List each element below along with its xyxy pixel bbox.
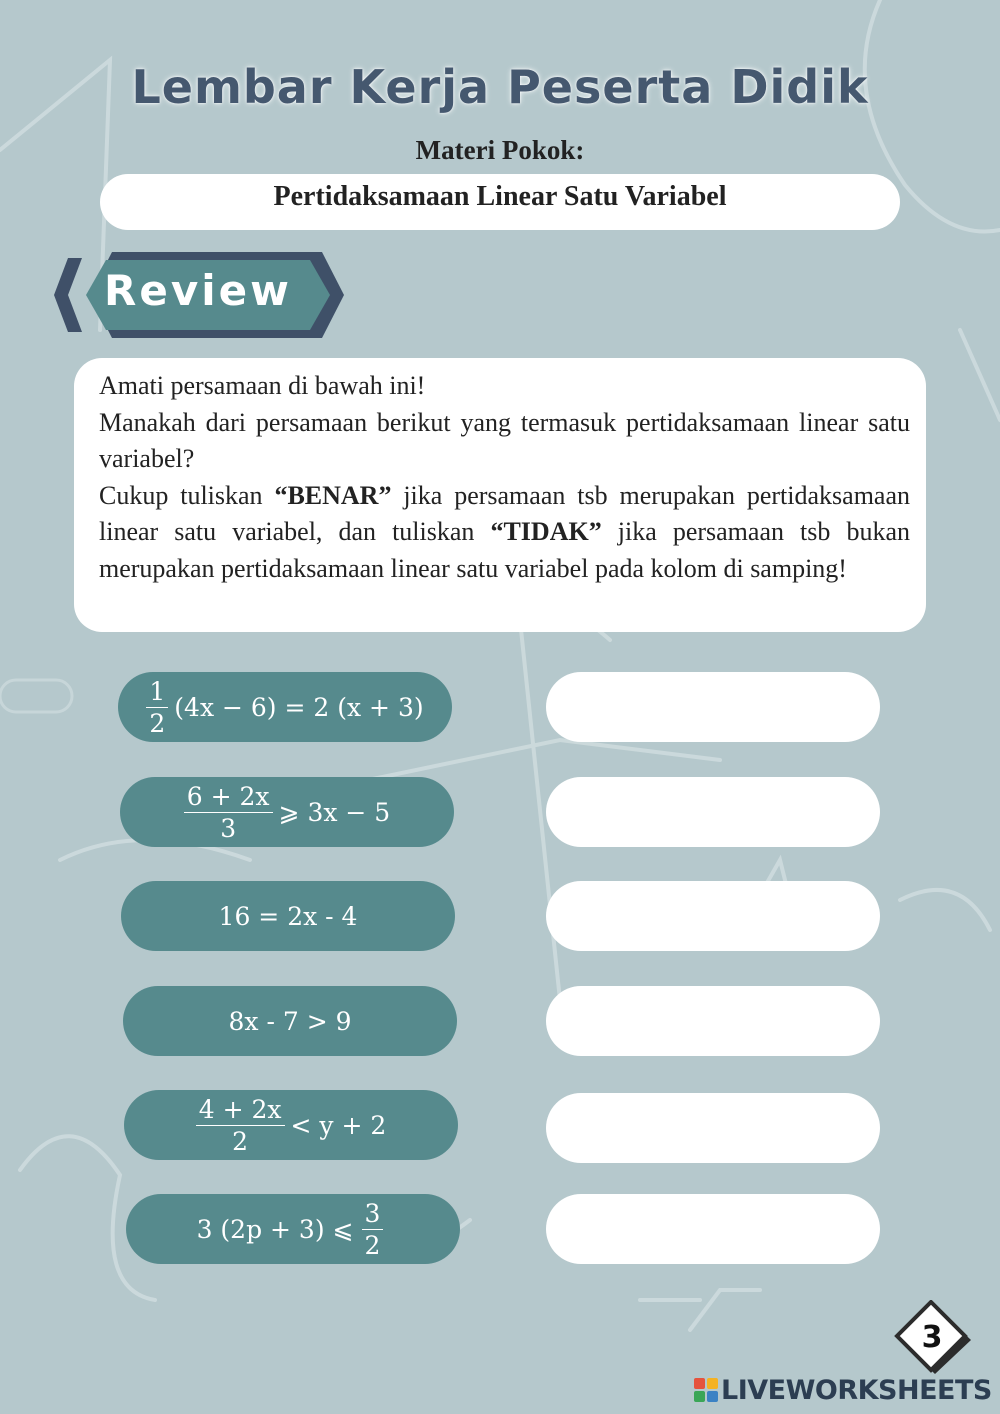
liveworksheets-logo bbox=[694, 1375, 992, 1405]
answer-field-6[interactable] bbox=[546, 1194, 880, 1264]
logo-square bbox=[694, 1378, 705, 1389]
materi-label: Materi Pokok: bbox=[415, 135, 585, 165]
keyword-tidak: “TIDAK” bbox=[490, 517, 602, 546]
instruction-line-3 bbox=[99, 478, 910, 588]
instruction-box bbox=[74, 358, 926, 632]
liveworksheets-icon bbox=[694, 1378, 718, 1402]
equation-5-rest: < y + 2 bbox=[290, 1110, 387, 1140]
fraction-numerator: 1 bbox=[146, 679, 168, 708]
fraction-numerator: 4 + 2x bbox=[196, 1097, 285, 1126]
answer-field-1[interactable] bbox=[546, 672, 880, 742]
equation-4-text: 8x - 7 > 9 bbox=[228, 1006, 352, 1036]
answer-field-5[interactable] bbox=[546, 1093, 880, 1163]
equation-4 bbox=[123, 986, 457, 1056]
fraction-numerator: 3 bbox=[362, 1201, 384, 1230]
logo-square bbox=[707, 1378, 718, 1389]
instruction-text: jika persamaan tsb bukan merupakan pertidaksamaan linear satu variabel pada kolom di samping! bbox=[99, 517, 910, 583]
answer-field-2[interactable] bbox=[546, 777, 880, 847]
keyword-benar: “BENAR” bbox=[274, 480, 392, 510]
fraction-denominator: 3 bbox=[220, 813, 237, 843]
review-label: Review bbox=[104, 266, 292, 315]
fraction-denominator: 2 bbox=[149, 708, 166, 738]
instruction-line-1: Amati persamaan di bawah ini! bbox=[99, 371, 426, 400]
equation-1 bbox=[118, 672, 452, 742]
instruction-line-2: Manakah dari persamaan berikut yang termasuk pertidaksamaan linear satu variabel? bbox=[99, 407, 910, 473]
fraction-denominator: 2 bbox=[364, 1230, 381, 1260]
logo-square bbox=[694, 1391, 705, 1402]
review-chevron-left bbox=[54, 258, 82, 332]
equation-6 bbox=[126, 1194, 460, 1264]
equation-3 bbox=[121, 881, 455, 951]
equation-5 bbox=[124, 1090, 458, 1160]
fraction bbox=[196, 1094, 285, 1156]
page-title: Lembar Kerja Peserta Didik bbox=[131, 60, 869, 114]
equation-2 bbox=[120, 777, 454, 847]
answer-field-4[interactable] bbox=[546, 986, 880, 1056]
equation-6-lead: 3 (2p + 3) ⩽ bbox=[196, 1214, 354, 1244]
liveworksheets-text: LIVEWORKSHEETS bbox=[721, 1374, 992, 1406]
equation-1-rest: (4x − 6) = 2 (x + 3) bbox=[174, 692, 424, 722]
fraction bbox=[184, 781, 273, 843]
fraction-denominator: 2 bbox=[232, 1126, 249, 1156]
page-number: 3 bbox=[921, 1319, 943, 1355]
fraction bbox=[362, 1198, 384, 1260]
fraction-numerator: 6 + 2x bbox=[184, 784, 273, 813]
logo-square bbox=[707, 1391, 718, 1402]
instruction-text: Cukup tuliskan bbox=[99, 480, 275, 510]
equation-2-rest: ⩾ 3x − 5 bbox=[278, 797, 391, 827]
equation-3-text: 16 = 2x - 4 bbox=[218, 901, 358, 931]
answer-field-3[interactable] bbox=[546, 881, 880, 951]
instruction-text: jika persamaan tsb merupakan pertidaksamaan linear satu variabel, dan tuliskan bbox=[99, 480, 911, 546]
topic-banner: Pertidaksamaan Linear Satu Variabel bbox=[100, 174, 900, 230]
fraction bbox=[146, 676, 168, 738]
